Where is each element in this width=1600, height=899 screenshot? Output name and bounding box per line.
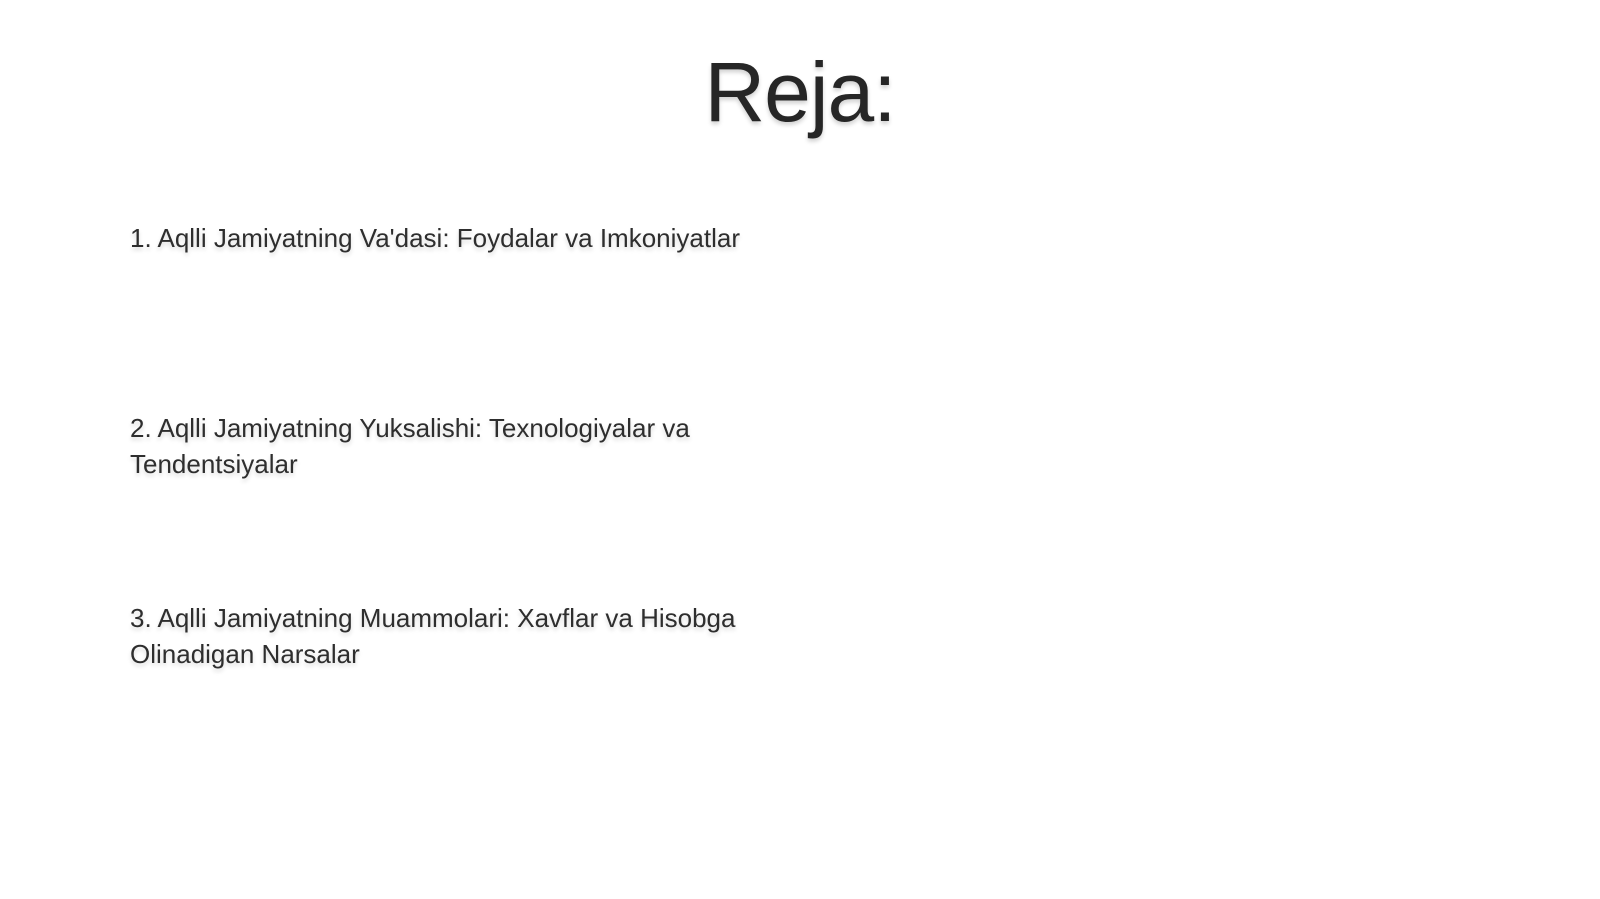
slide-title: Reja: bbox=[704, 45, 896, 139]
plan-item-3: 3. Aqlli Jamiyatning Muammolari: Xavflar va Hisobga Olinadigan Narsalar bbox=[130, 603, 736, 669]
plan-item-2: 2. Aqlli Jamiyatning Yuksalishi: Texnologiyalar va Tendentsiyalar bbox=[130, 413, 690, 479]
plan-item-1: 1. Aqlli Jamiyatning Va'dasi: Foydalar va Imkoniyatlar bbox=[130, 223, 740, 253]
